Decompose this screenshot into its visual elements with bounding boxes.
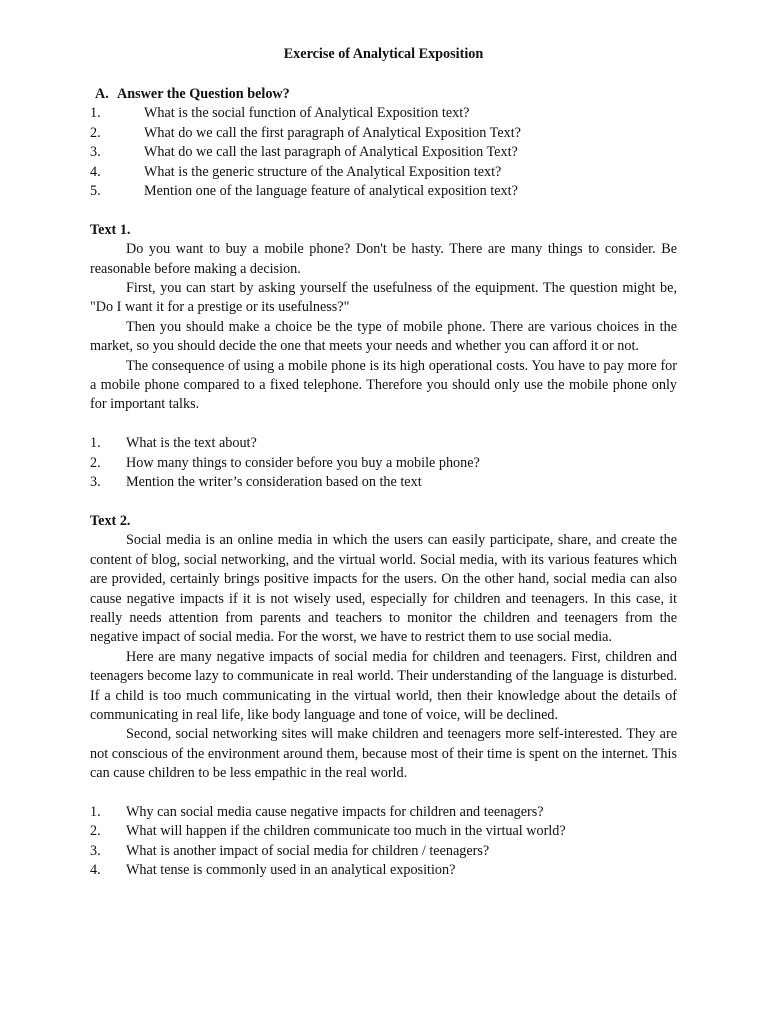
- question-text: Why can social media cause negative impacts for children and teenagers?: [126, 803, 544, 820]
- question-text: What tense is commonly used in an analytical exposition?: [126, 862, 456, 879]
- text-1-section: [90, 221, 677, 493]
- question-number: 2.: [90, 454, 101, 471]
- question-text: What will happen if the children communicate too much in the virtual world?: [126, 823, 566, 840]
- text-2-paragraph: Social media is an online media in which the users can easily participate, share, and create the content of blog, social networking, and the virtual world. Social media, with its various features which are provided, certainly brings positive impacts for the users. On the other hand, social media can also cause negative impacts if it is not wisely used, especially for children and teenagers. In this case, it really needs attention from parents and teachers to monitor the children and teenagers from the negative impact of social media. For the worst, we have to restrict them to use social media.: [90, 532, 677, 646]
- section-a: [90, 85, 677, 201]
- question-number: 2.: [90, 823, 101, 840]
- list-item: [90, 822, 677, 841]
- question-number: 4.: [90, 163, 101, 180]
- question-number: 5.: [90, 183, 101, 200]
- section-a-letter: A.: [95, 86, 109, 102]
- question-number: 4.: [90, 862, 101, 879]
- question-text: What do we call the last paragraph of Analytical Exposition Text?: [144, 144, 518, 161]
- section-a-heading-text: Answer the Question below?: [117, 86, 290, 102]
- question-text: What is the social function of Analytical Exposition text?: [144, 105, 470, 122]
- text-1-paragraph: The consequence of using a mobile phone is its high operational costs. You have to pay more for a mobile phone compared to a fixed telephone. Therefore you should only use the mobile phone only for important talks.: [90, 357, 677, 413]
- spacer: [90, 784, 677, 803]
- list-item: [90, 803, 677, 822]
- question-number: 1.: [90, 803, 101, 820]
- list-item: [90, 842, 677, 861]
- section-a-heading: [90, 85, 677, 104]
- text-1-paragraph: Then you should make a choice be the type of mobile phone. There are various choices in the market, so you should decide the one that meets your needs and whether you can afford it or not.: [90, 318, 677, 355]
- text-2-paragraph: Second, social networking sites will make children and teenagers more self-interested. They are not conscious of the environment around them, because most of their time is spent on the internet. This can cause children to be less empathic in the real world.: [90, 726, 677, 782]
- list-item: [90, 104, 677, 123]
- list-item: [90, 473, 677, 492]
- text-1-paragraph: Do you want to buy a mobile phone? Don't be hasty. There are many things to consider. Be reasonable before making a decision.: [90, 241, 677, 277]
- question-text: Mention one of the language feature of analytical exposition text?: [144, 183, 518, 200]
- list-item: [90, 143, 677, 162]
- text-2-question-list: [90, 803, 677, 881]
- text-1-heading: Text 1.: [90, 221, 131, 238]
- question-number: 1.: [90, 105, 101, 122]
- text-2-heading: Text 2.: [90, 512, 131, 529]
- question-text: What is another impact of social media for children / teenagers?: [126, 842, 490, 859]
- list-item: [90, 124, 677, 143]
- question-number: 3.: [90, 474, 101, 491]
- list-item: [90, 434, 677, 453]
- text-1-question-list: [90, 434, 677, 492]
- document-page: [90, 45, 677, 881]
- text-2-section: [90, 512, 677, 881]
- text-1-paragraph: First, you can start by asking yourself the usefulness of the equipment. The question might be, "Do I want it for a prestige or its usefulness?": [90, 280, 677, 316]
- list-item: [90, 454, 677, 473]
- question-text: What do we call the first paragraph of Analytical Exposition Text?: [144, 124, 521, 141]
- list-item: [90, 182, 677, 201]
- spacer: [90, 415, 677, 434]
- list-item: [90, 861, 677, 880]
- section-a-question-list: [90, 104, 677, 201]
- page-title: Exercise of Analytical Exposition: [283, 46, 484, 62]
- question-text: How many things to consider before you buy a mobile phone?: [126, 454, 480, 471]
- question-text: What is the generic structure of the Analytical Exposition text?: [144, 163, 502, 180]
- question-number: 3.: [90, 842, 101, 859]
- question-text: What is the text about?: [126, 435, 257, 452]
- text-2-paragraph: Here are many negative impacts of social media for children and teenagers. First, children and teenagers become lazy to communicate in real world. Their understanding of the language is disturbed. If a child is too much communicating in the virtual world, then their knowledge about the details of communicating in real life, like body language and tone of voice, will be declined.: [90, 648, 677, 723]
- question-number: 3.: [90, 144, 101, 161]
- question-number: 1.: [90, 435, 101, 452]
- question-text: Mention the writer’s consideration based on the text: [126, 474, 422, 491]
- question-number: 2.: [90, 124, 101, 141]
- list-item: [90, 163, 677, 182]
